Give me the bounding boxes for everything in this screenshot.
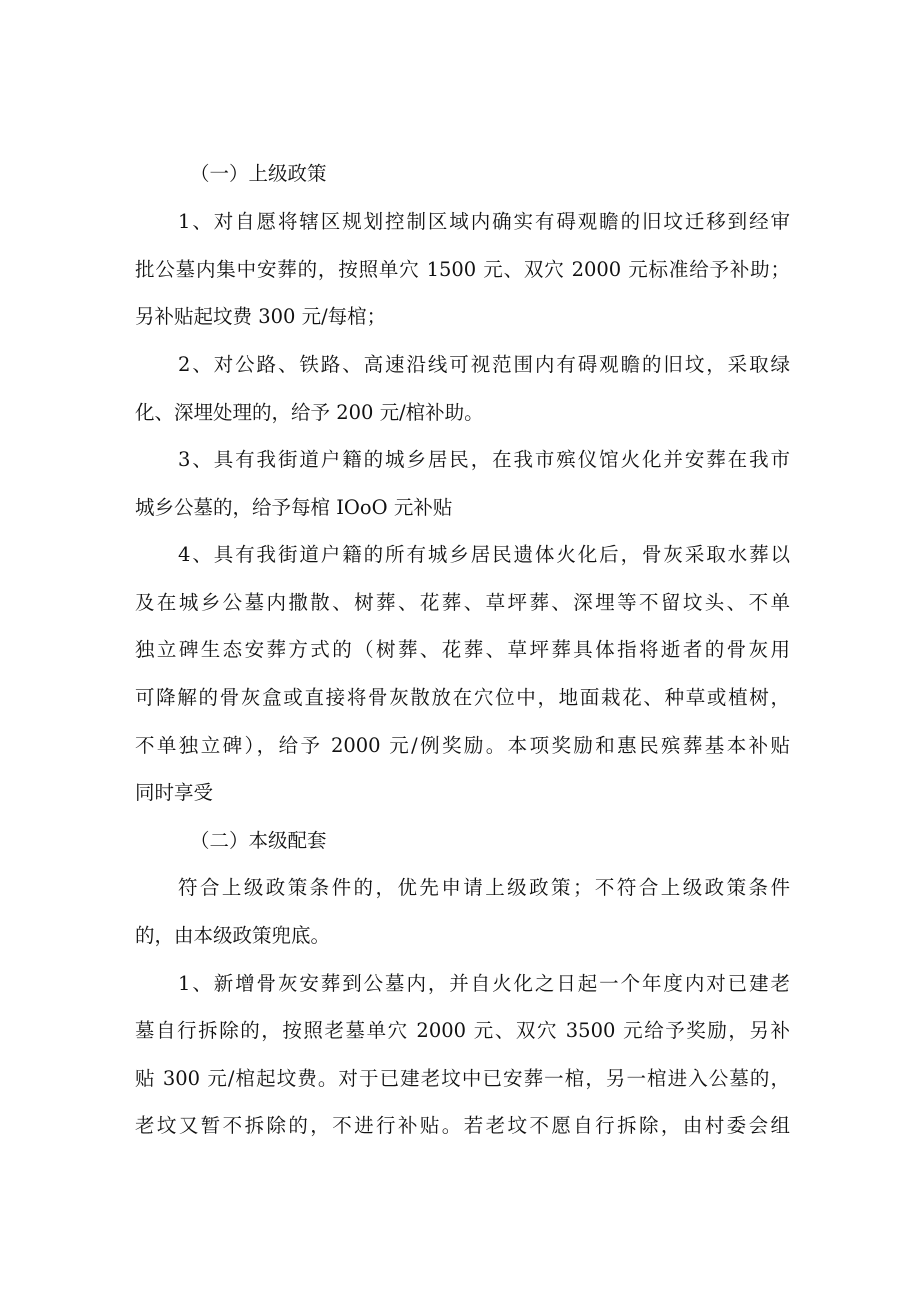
paragraph-line: 的，由本级政策兜底。	[135, 924, 331, 947]
paragraph-line: 老坟又暂不拆除的，不进行补贴。若老坟不愿自行拆除，由村委会组	[135, 1114, 790, 1137]
paragraph-line: 批公墓内集中安葬的，按照单穴 1500 元、双穴 2000 元标准给予补助；	[135, 258, 790, 281]
paragraph-line: 及在城乡公墓内撒散、树葬、花葬、草坪葬、深埋等不留坟头、不单	[135, 591, 790, 614]
paragraph-line: 2、对公路、铁路、高速沿线可视范围内有碍观瞻的旧坟，采取绿	[178, 353, 790, 376]
paragraph-line: 4、具有我街道户籍的所有城乡居民遗体火化后，骨灰采取水葬以	[178, 543, 790, 566]
paragraph-line: 3、具有我街道户籍的城乡居民，在我市殡仪馆火化并安葬在我市	[178, 448, 790, 471]
paragraph-line: 城乡公墓的，给予每棺 IOoO 元补贴	[135, 496, 453, 519]
paragraph-line: 不单独立碑），给予 2000 元/例奖励。本项奖励和惠民殡葬基本补贴	[135, 734, 790, 757]
paragraph-line: 符合上级政策条件的，优先申请上级政策；不符合上级政策条件	[178, 876, 790, 899]
paragraph-line: 同时享受	[135, 781, 214, 804]
paragraph-line: 1、对自愿将辖区规划控制区域内确实有碍观瞻的旧坟迁移到经审	[178, 210, 790, 233]
paragraph-line: 墓自行拆除的，按照老墓单穴 2000 元、双穴 3500 元给予奖励，另补	[135, 1019, 790, 1042]
section-heading-local-support: （二）本级配套	[190, 829, 327, 852]
paragraph-line: 可降解的骨灰盒或直接将骨灰散放在穴位中，地面栽花、种草或植树，	[135, 686, 790, 709]
paragraph-line: 1、新增骨灰安葬到公墓内，并自火化之日起一个年度内对已建老	[178, 972, 790, 995]
paragraph-line: 另补贴起坟费 300 元/每棺；	[135, 305, 387, 328]
paragraph-line: 化、深埋处理的，给予 200 元/棺补助。	[135, 401, 484, 424]
paragraph-line: 独立碑生态安葬方式的（树葬、花葬、草坪葬具体指将逝者的骨灰用	[135, 638, 790, 661]
section-heading-upper-policy: （一）上级政策	[190, 162, 327, 185]
paragraph-line: 贴 300 元/棺起坟费。对于已建老坟中已安葬一棺，另一棺进入公墓的，	[135, 1067, 790, 1090]
